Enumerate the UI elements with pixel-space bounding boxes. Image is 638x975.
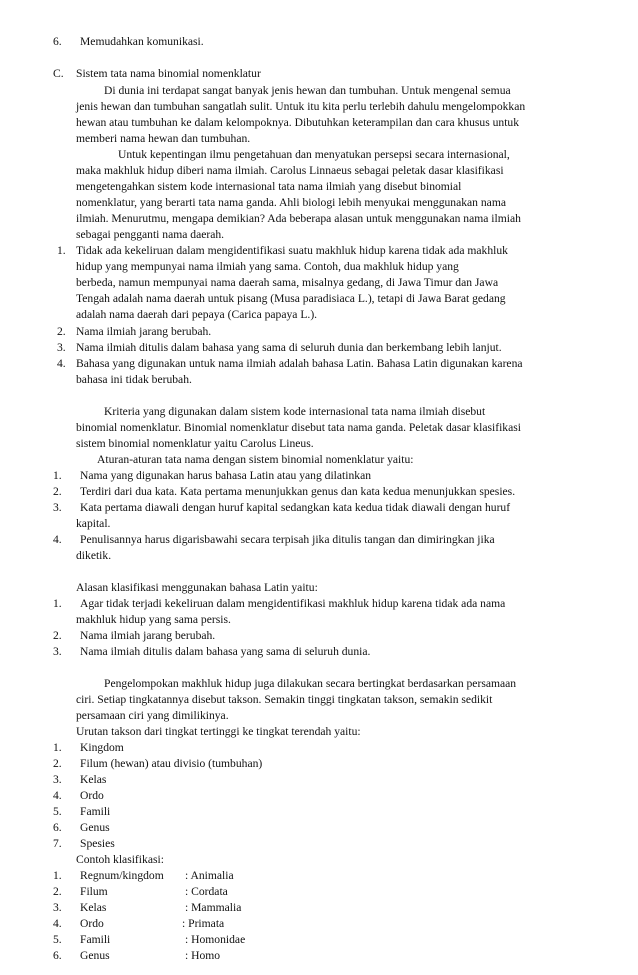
list-number: 4. <box>53 917 62 930</box>
list-number: 1. <box>57 244 66 257</box>
list-item-line: hidup yang mempunyai nama ilmiah yang sama. Contoh, dua makhluk hidup yang <box>76 260 459 273</box>
paragraph-line: Kriteria yang digunakan dalam sistem kode internasional tata nama ilmiah disebut <box>104 405 486 418</box>
list-number: 3. <box>53 901 62 914</box>
taxon-item: Filum (hewan) atau divisio (tumbuhan) <box>80 757 263 770</box>
list-number: 2. <box>57 325 66 338</box>
paragraph-line: ilmiah. Menurutmu, mengapa demikian? Ada beberapa alasan untuk menggunakan nama ilmiah <box>76 212 521 225</box>
paragraph-line: sistem binomial nomenklatur yaitu Carolus Lineus. <box>76 437 314 450</box>
list-item-line: bahasa ini tidak berubah. <box>76 373 192 386</box>
list-number: 4. <box>53 789 62 802</box>
list-number: 4. <box>53 533 62 546</box>
paragraph-line: sebagai pengganti nama daerah. <box>76 228 225 241</box>
paragraph-line: mengetengahkan sistem kode internasional tata nama ilmiah yang disebut binomial <box>76 180 462 193</box>
example-title: Contoh klasifikasi: <box>76 853 164 866</box>
taxon-item: Ordo <box>80 789 104 802</box>
list-number: 5. <box>53 933 62 946</box>
list-number: 3. <box>53 773 62 786</box>
list-number: 1. <box>53 741 62 754</box>
paragraph-line: ciri. Setiap tingkatannya disebut takson. Semakin tinggi tingkatan takson, semakin sedikit <box>76 693 493 706</box>
list-number: 4. <box>57 357 66 370</box>
list-number: 3. <box>53 501 62 514</box>
list-number: 2. <box>53 757 62 770</box>
example-rank: Famili <box>80 933 111 946</box>
list-item-line: Penulisannya harus digarisbawahi secara terpisah jika ditulis tangan dan dimiringkan jika <box>80 533 495 546</box>
list-number: 5. <box>53 805 62 818</box>
paragraph-line: nomenklatur, yang berarti tata nama ganda. Ahli biologi lebih menyukai menggunakan nama <box>76 196 506 209</box>
paragraph-line: Pengelompokan makhluk hidup juga dilakukan secara bertingkat berdasarkan persamaan <box>104 677 517 690</box>
list-number: 1. <box>53 469 62 482</box>
list-item-line: Nama ilmiah ditulis dalam bahasa yang sama di seluruh dunia dan berkembang lebih lanjut. <box>76 341 502 354</box>
paragraph-line: hewan atau tumbuhan ke dalam kelompoknya. Dibutuhkan keterampilan dan cara khusus untuk <box>76 116 520 129</box>
paragraph-line: Di dunia ini terdapat sangat banyak jenis hewan dan tumbuhan. Untuk mengenal semua <box>104 84 511 97</box>
taxon-item: Kelas <box>80 773 107 786</box>
paragraph-line: binomial nomenklatur. Binomial nomenklatur disebut tata nama ganda. Peletak dasar klasifikasi <box>76 421 521 434</box>
list-item-line: Nama ilmiah ditulis dalam bahasa yang sama di seluruh dunia. <box>80 645 371 658</box>
list-number: 3. <box>53 645 62 658</box>
list-number: 7. <box>53 837 62 850</box>
list-item-line: Nama ilmiah jarang berubah. <box>76 325 212 338</box>
example-value: : Mammalia <box>185 901 242 914</box>
list-item-line: Terdiri dari dua kata. Kata pertama menunjukkan genus dan kata kedua menunjukkan spesies. <box>80 485 516 498</box>
item-text: Memudahkan komunikasi. <box>80 35 204 48</box>
paragraph-line: jenis hewan dan tumbuhan sangatlah sulit. Untuk itu kita perlu terlebih dahulu mengelompokkan <box>76 100 526 113</box>
list-item-line: Nama ilmiah jarang berubah. <box>80 629 216 642</box>
list-intro: Urutan takson dari tingkat tertinggi ke tingkat terendah yaitu: <box>76 725 361 738</box>
list-item-line: Tengah adalah nama daerah untuk pisang (Musa paradisiaca L.), tetapi di Jawa Barat gedang <box>76 292 506 305</box>
taxon-item: Famili <box>80 805 111 818</box>
list-number: 2. <box>53 485 62 498</box>
list-number: 2. <box>53 885 62 898</box>
list-number: 2. <box>53 629 62 642</box>
taxon-item: Genus <box>80 821 110 834</box>
paragraph-line: persamaan ciri yang dimilikinya. <box>76 709 229 722</box>
example-rank: Ordo <box>80 917 104 930</box>
list-item-line: Agar tidak terjadi kekeliruan dalam mengidentifikasi makhluk hidup karena tidak ada nama <box>80 597 506 610</box>
paragraph-line: maka makhluk hidup diberi nama ilmiah. Carolus Linnaeus sebagai peletak dasar klasifikasi <box>76 164 504 177</box>
list-number: 1. <box>53 869 62 882</box>
example-value: : Cordata <box>185 885 228 898</box>
list-intro: Alasan klasifikasi menggunakan bahasa Latin yaitu: <box>76 581 318 594</box>
example-value: : Animalia <box>185 869 234 882</box>
list-item-line: Bahasa yang digunakan untuk nama ilmiah adalah bahasa Latin. Bahasa Latin digunakan karena <box>76 357 523 370</box>
list-item-line: Nama yang digunakan harus bahasa Latin atau yang dilatinkan <box>80 469 372 482</box>
example-value: : Homo <box>185 949 221 962</box>
taxon-item: Spesies <box>80 837 115 850</box>
list-item-line: makhluk hidup yang sama persis. <box>76 613 231 626</box>
list-number: 6. <box>53 821 62 834</box>
paragraph-line: memberi nama hewan dan tumbuhan. <box>76 132 251 145</box>
example-rank: Genus <box>80 949 110 962</box>
section-title: Sistem tata nama binomial nomenklatur <box>76 67 261 80</box>
example-value: : Homonidae <box>185 933 246 946</box>
section-number: C. <box>53 67 64 80</box>
list-item-line: diketik. <box>76 549 112 562</box>
list-number: 3. <box>57 341 66 354</box>
example-rank: Kelas <box>80 901 107 914</box>
list-intro: Aturan-aturan tata nama dengan sistem binomial nomenklatur yaitu: <box>97 453 414 466</box>
taxon-item: Kingdom <box>80 741 124 754</box>
list-item-line: Tidak ada kekeliruan dalam mengidentifikasi suatu makhluk hidup karena tidak ada makhluk <box>76 244 508 257</box>
list-number: 1. <box>53 597 62 610</box>
list-item-line: berbeda, namun mempunyai nama daerah sama, misalnya gedang, di Jawa Timur dan Jawa <box>76 276 499 289</box>
example-rank: Regnum/kingdom <box>80 869 164 882</box>
list-number: 6. <box>53 949 62 962</box>
item-number: 6. <box>53 35 62 48</box>
paragraph-line: Untuk kepentingan ilmu pengetahuan dan menyatukan persepsi secara internasional, <box>118 148 510 161</box>
list-item-line: Kata pertama diawali dengan huruf kapital sedangkan kata kedua tidak diawali dengan huruf <box>80 501 511 514</box>
example-value: : Primata <box>182 917 225 930</box>
list-item-line: kapital. <box>76 517 111 530</box>
example-rank: Filum <box>80 885 108 898</box>
list-item-line: adalah nama daerah dari pepaya (Carica papaya L.). <box>76 308 318 321</box>
